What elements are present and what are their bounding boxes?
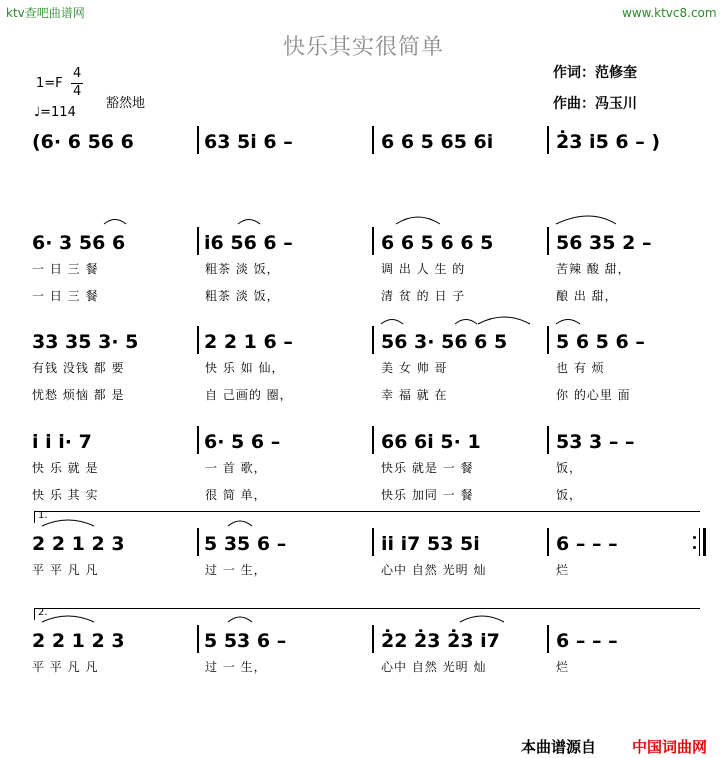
footer-site-link[interactable]: 中国词曲网 (632, 738, 708, 756)
lyric-verse-1: 一 日 三 餐 (32, 262, 99, 276)
lyric-verse-1: 过 一 生， (205, 563, 267, 577)
lyric-verse-1: 过 一 生， (205, 660, 267, 674)
lyric-verse-2: 清 贫 的 日 子 (381, 289, 466, 303)
measure-notes: 2 2 1 6 – (204, 331, 293, 353)
measure-notes: 6· 3 56 6 (32, 232, 126, 254)
lyric-verse-2: 饭， (556, 488, 583, 502)
lyric-verse-1: 心中 自然 光明 灿 (381, 660, 487, 674)
lyric-verse-1: 烂 (556, 563, 570, 577)
measure-notes: 5 53 6 – (204, 630, 287, 652)
measure-notes: 6· 5 6 – (204, 431, 281, 453)
lyric-verse-2: 一 日 三 餐 (32, 289, 99, 303)
volta-number: 2. (38, 607, 48, 618)
lyric-verse-1: 也 有 烦 (556, 361, 605, 375)
lyric-verse-1: 快 乐 就 是 (32, 461, 99, 475)
lyric-verse-1: 粗茶 淡 饭， (205, 262, 280, 276)
measure-notes: 56 35 2 – (556, 232, 652, 254)
mood-marking: 豁然地 (106, 96, 146, 111)
lyric-verse-1: 快 乐 如 仙， (205, 361, 285, 375)
time-signature-bottom: 4 (73, 84, 82, 99)
page-title: 快乐其实很简单 (283, 35, 445, 60)
measure-notes: 53 3 – – (556, 431, 635, 453)
lyric-verse-1: 快乐 就是 一 餐 (381, 461, 474, 475)
watermark-left: ktv查吧曲谱网 (6, 6, 85, 20)
measure-notes: i i i· 7 (32, 431, 92, 453)
key-signature: 1=F (36, 76, 63, 91)
lyric-verse-1: 调 出 人 生 的 (381, 262, 466, 276)
measure-notes: 6 6 5 65 6i (381, 131, 494, 153)
measure-notes: 63 5i 6 – (204, 131, 293, 153)
watermark-right: www.ktvc8.com (622, 6, 717, 20)
lyric-verse-1: 平 平 凡 凡 (32, 563, 99, 577)
measure-notes: 6 – – – (556, 630, 618, 652)
lyric-verse-1: 美 女 帅 哥 (381, 361, 448, 375)
lyric-verse-1: 烂 (556, 660, 570, 674)
volta-number: 1. (38, 510, 48, 521)
lyric-verse-2: 你 的心里 面 (556, 388, 631, 402)
measure-notes: 33 35 3· 5 (32, 331, 139, 353)
lyric-verse-2: 忧愁 烦恼 都 是 (32, 388, 125, 402)
measure-notes: ii i7 53 5i (381, 533, 480, 555)
lyricist-credit: 作词：范修奎 (553, 65, 637, 81)
lyric-verse-1: 心中 自然 光明 灿 (381, 563, 487, 577)
lyric-verse-1: 平 平 凡 凡 (32, 660, 99, 674)
lyric-verse-2: 自 己画的 圈， (205, 388, 293, 402)
lyric-verse-1: 苦辣 酸 甜， (556, 262, 631, 276)
measure-notes: 66 6i 5· 1 (381, 431, 481, 453)
measure-notes: 56 3· 56 6 5 (381, 331, 508, 353)
measure-notes: 2̇2 2̇3 2̇3 i7 (381, 630, 500, 652)
lyric-verse-2: 很 简 单， (205, 488, 267, 502)
measure-notes: 6 – – – (556, 533, 618, 555)
lyric-verse-2: 快 乐 其 实 (32, 488, 99, 502)
lyric-verse-2: 幸 福 就 在 (381, 388, 448, 402)
measure-notes: 2 2 1 2 3 (32, 630, 125, 652)
time-signature-top: 4 (73, 66, 82, 81)
footer-source-label: 本曲谱源自 (521, 738, 597, 756)
tempo-marking: ♩=114 (34, 105, 76, 120)
measure-notes: 5 6 5 6 – (556, 331, 645, 353)
measure-notes: 2 2 1 2 3 (32, 533, 125, 555)
measure-notes: 2̇3 i5 6 – ) (556, 131, 661, 153)
lyric-verse-2: 快乐 加同 一 餐 (381, 488, 474, 502)
measure-notes: 5 35 6 – (204, 533, 287, 555)
lyric-verse-2: 酿 出 甜， (556, 289, 618, 303)
lyric-verse-1: 一 首 歌， (205, 461, 267, 475)
measure-notes: i6 56 6 – (204, 232, 293, 254)
composer-credit: 作曲：冯玉川 (553, 96, 637, 112)
measure-notes: (6· 6 56 6 (32, 131, 134, 153)
lyric-verse-1: 有钱 没钱 都 要 (32, 361, 125, 375)
lyric-verse-1: 饭， (556, 461, 583, 475)
measure-notes: 6 6 5 6 6 5 (381, 232, 494, 254)
lyric-verse-2: 粗茶 淡 饭， (205, 289, 280, 303)
